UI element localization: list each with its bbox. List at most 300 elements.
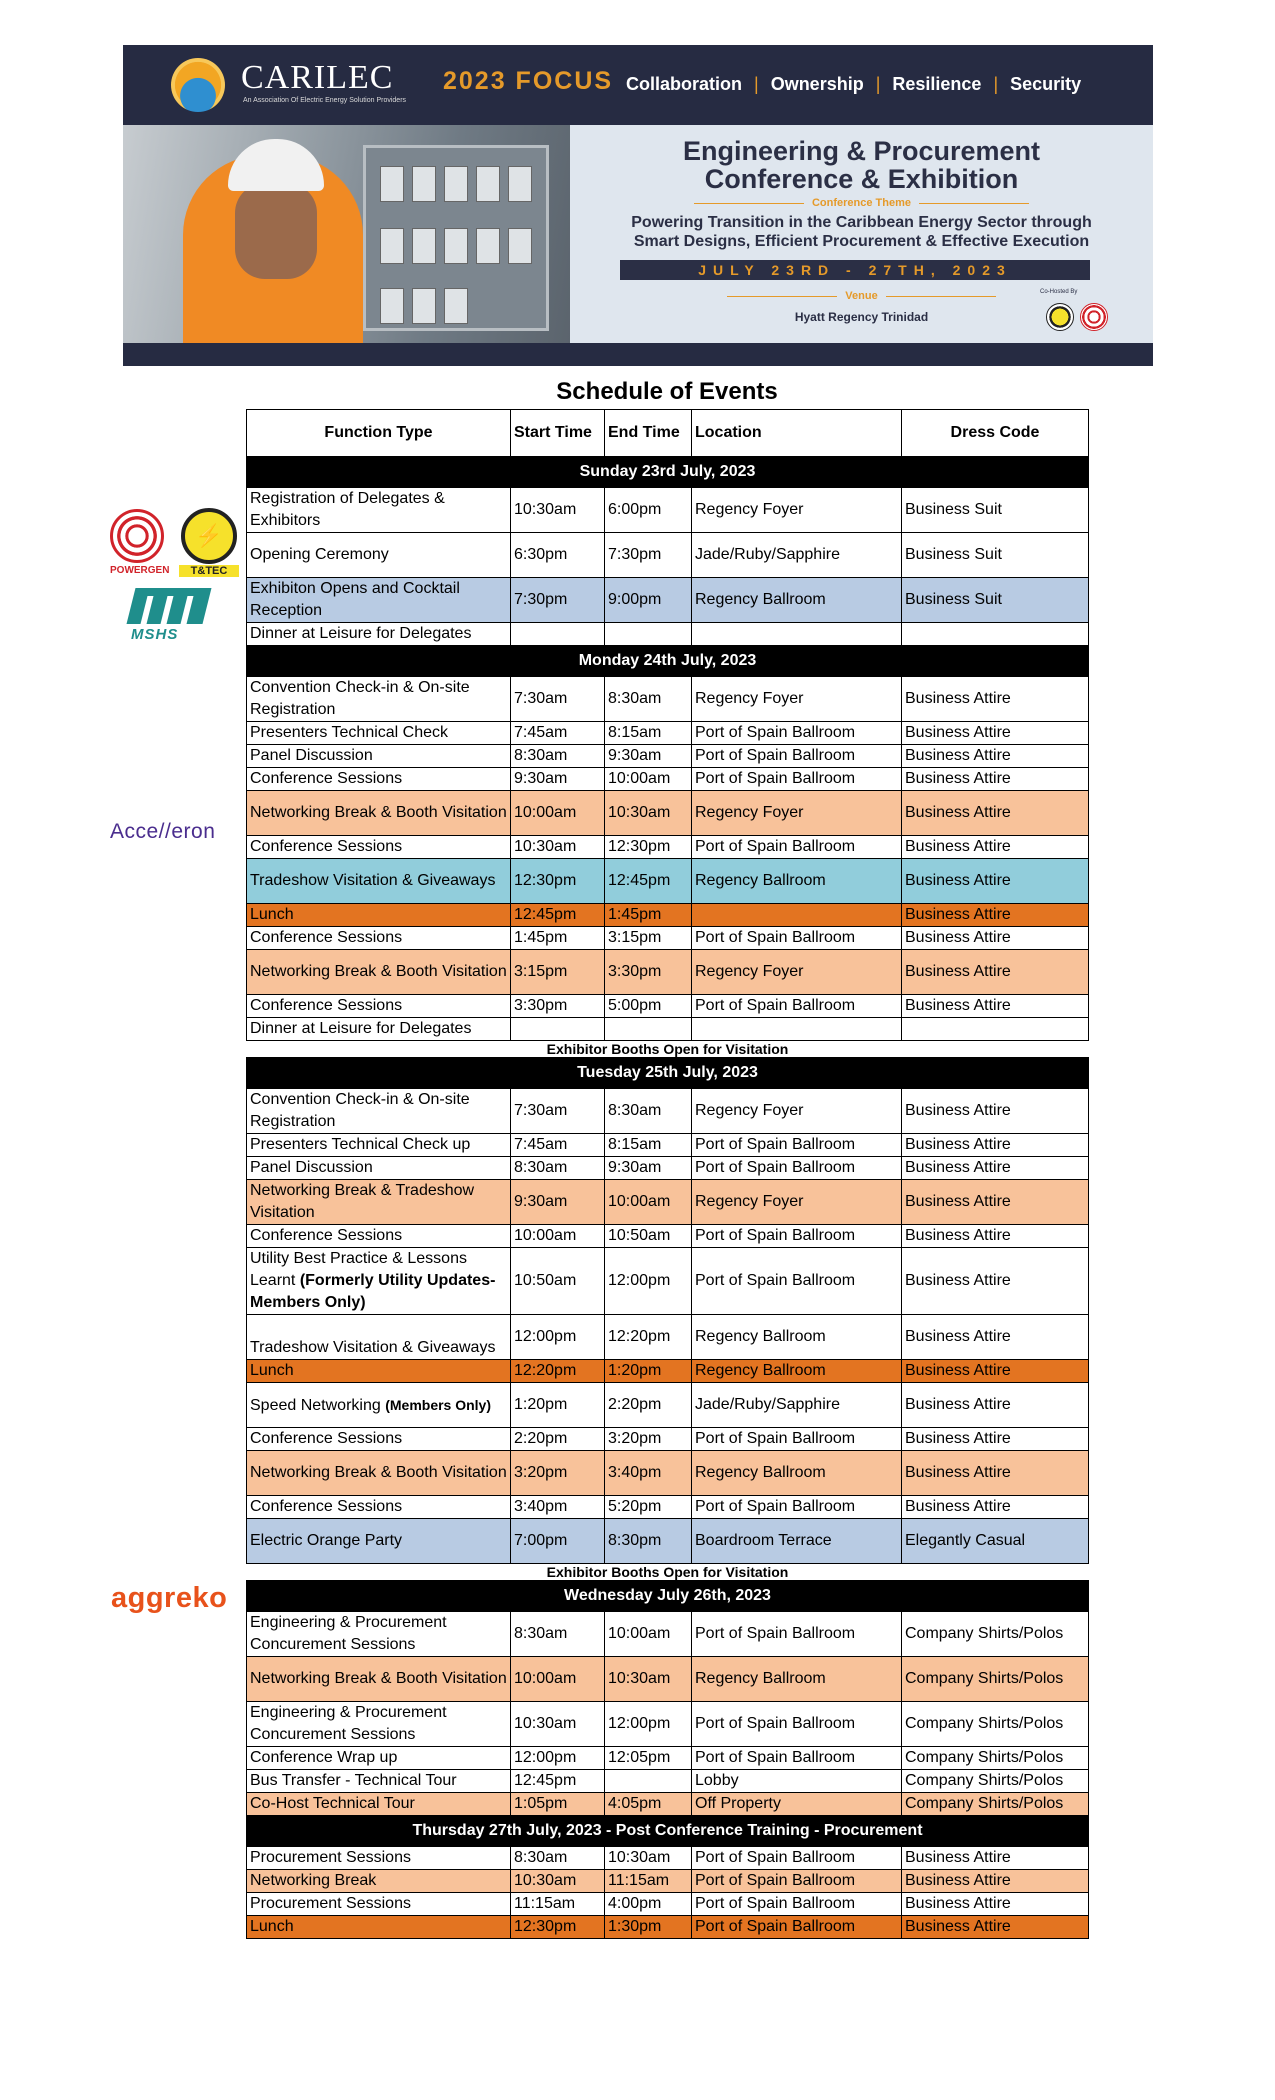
cell-location: Regency Foyer: [692, 488, 902, 533]
cell-dress: Company Shirts/Polos: [902, 1770, 1089, 1793]
booths-open-note: Exhibitor Booths Open for Visitation: [247, 1564, 1089, 1581]
brand-subtitle: An Association Of Electric Energy Solution Providers: [243, 97, 407, 104]
cell-function: Opening Ceremony: [247, 533, 511, 578]
cell-dress: Business Attire: [902, 836, 1089, 859]
cell-start: 12:30pm: [511, 859, 605, 904]
cell-dress: Business Attire: [902, 1893, 1089, 1916]
cell-dress: Business Attire: [902, 950, 1089, 995]
cell-location: Port of Spain Ballroom: [692, 1702, 902, 1747]
table-row: [247, 1519, 1089, 1564]
cell-location: Port of Spain Ballroom: [692, 836, 902, 859]
electrical-panel-image: [363, 145, 549, 331]
cell-end: 9:30am: [605, 1157, 692, 1180]
worker-face-image: [235, 183, 317, 279]
note-row: [247, 1041, 1089, 1058]
cell-start: [511, 623, 605, 646]
cell-location: Port of Spain Ballroom: [692, 1870, 902, 1893]
cell-dress: Business Attire: [902, 1870, 1089, 1893]
table-row: [247, 1157, 1089, 1180]
cell-location: Off Property: [692, 1793, 902, 1816]
cell-location: Jade/Ruby/Sapphire: [692, 533, 902, 578]
mshs-icon: [127, 588, 212, 624]
cell-end: 4:05pm: [605, 1793, 692, 1816]
venue-name: Hyatt Regency Trinidad: [794, 310, 929, 324]
table-row: [247, 1089, 1089, 1134]
cell-function: Bus Transfer - Technical Tour: [247, 1770, 511, 1793]
powergen-label: POWERGEN: [110, 565, 170, 576]
cell-start: 3:30pm: [511, 995, 605, 1018]
cell-start: 10:00am: [511, 791, 605, 836]
focus-label: 2023 FOCUS: [443, 67, 614, 95]
cell-dress: Business Attire: [902, 791, 1089, 836]
day-header-row: [247, 646, 1089, 677]
cell-start: 6:30pm: [511, 533, 605, 578]
cell-location: Port of Spain Ballroom: [692, 1916, 902, 1939]
cell-location: Regency Foyer: [692, 791, 902, 836]
cell-location: Jade/Ruby/Sapphire: [692, 1383, 902, 1428]
table-row: [247, 1248, 1089, 1315]
cell-end: [605, 1770, 692, 1793]
cell-location: Port of Spain Ballroom: [692, 1893, 902, 1916]
table-row: [247, 1383, 1089, 1428]
cell-end: 8:15am: [605, 1134, 692, 1157]
cell-start: 7:45am: [511, 1134, 605, 1157]
cell-location: Regency Foyer: [692, 1089, 902, 1134]
cell-dress: Company Shirts/Polos: [902, 1747, 1089, 1770]
cell-start: 12:45pm: [511, 1770, 605, 1793]
cell-start: 10:30am: [511, 1702, 605, 1747]
cell-location: [692, 904, 902, 927]
table-header-row: [247, 410, 1089, 457]
schedule-table: [246, 409, 1089, 1939]
table-row: [247, 488, 1089, 533]
table-row: [247, 1018, 1089, 1041]
cell-dress: Business Attire: [902, 1089, 1089, 1134]
table-row: [247, 1496, 1089, 1519]
booths-open-note: Exhibitor Booths Open for Visitation: [247, 1041, 1089, 1058]
table-row: [247, 1793, 1089, 1816]
table-row: [247, 1770, 1089, 1793]
cell-location: Port of Spain Ballroom: [692, 1747, 902, 1770]
cell-start: 7:30pm: [511, 578, 605, 623]
cell-function: Electric Orange Party: [247, 1519, 511, 1564]
table-row: [247, 768, 1089, 791]
cell-start: 8:30am: [511, 1612, 605, 1657]
cell-function: [247, 1383, 511, 1428]
table-row: [247, 836, 1089, 859]
table-row: [247, 578, 1089, 623]
event-info-panel: [570, 125, 1153, 343]
cell-location: Regency Foyer: [692, 677, 902, 722]
hard-hat-image: [228, 139, 324, 191]
table-row: [247, 995, 1089, 1018]
cell-start: 1:20pm: [511, 1383, 605, 1428]
table-row: [247, 1612, 1089, 1657]
cell-end: 8:30am: [605, 1089, 692, 1134]
cell-start: 3:40pm: [511, 1496, 605, 1519]
conference-theme-label: [570, 197, 1153, 209]
cell-end: [605, 623, 692, 646]
lightning-bolt-icon: ⚡: [181, 508, 237, 564]
ttec-label: T&TEC: [179, 565, 239, 577]
cell-start: 12:20pm: [511, 1360, 605, 1383]
cell-function: Networking Break & Booth Visitation: [247, 791, 511, 836]
table-row: [247, 1847, 1089, 1870]
cell-function: Exhibiton Opens and Cocktail Reception: [247, 578, 511, 623]
cell-dress: Elegantly Casual: [902, 1519, 1089, 1564]
cell-dress: Business Attire: [902, 677, 1089, 722]
cell-end: 3:20pm: [605, 1428, 692, 1451]
table-row: [247, 950, 1089, 995]
table-row: [247, 1180, 1089, 1225]
cell-function: Conference Sessions: [247, 1428, 511, 1451]
cell-dress: Business Attire: [902, 1315, 1089, 1360]
table-row: [247, 859, 1089, 904]
header-function-type: Function Type: [247, 410, 511, 457]
table-row: [247, 1315, 1089, 1360]
cell-function: Engineering & Procurement Concurement Sessions: [247, 1702, 511, 1747]
cell-location: Port of Spain Ballroom: [692, 1225, 902, 1248]
cell-dress: Business Attire: [902, 859, 1089, 904]
cell-dress: Business Attire: [902, 745, 1089, 768]
table-row: [247, 1702, 1089, 1747]
cell-start: 7:00pm: [511, 1519, 605, 1564]
cell-end: 2:20pm: [605, 1383, 692, 1428]
cell-location: Port of Spain Ballroom: [692, 722, 902, 745]
focus-theme: Collaboration: [626, 74, 742, 94]
cell-location: Port of Spain Ballroom: [692, 1157, 902, 1180]
powergen-icon: [110, 509, 164, 563]
cell-end: 12:00pm: [605, 1702, 692, 1747]
venue-label-text: Venue: [845, 290, 878, 302]
cell-start: 12:30pm: [511, 1916, 605, 1939]
cell-location: Port of Spain Ballroom: [692, 1134, 902, 1157]
engineer-photo: [123, 125, 570, 343]
cell-function: Networking Break & Tradeshow Visitation: [247, 1180, 511, 1225]
day-header-row: [247, 1058, 1089, 1089]
cell-start: 3:15pm: [511, 950, 605, 995]
cell-end: 12:20pm: [605, 1315, 692, 1360]
function-name: Utility Best Practice & Lessons Learnt: [250, 1250, 467, 1289]
table-row: [247, 533, 1089, 578]
cell-function: [247, 1248, 511, 1315]
focus-theme: Resilience: [892, 74, 982, 94]
table-row: [247, 904, 1089, 927]
cell-end: 4:00pm: [605, 1893, 692, 1916]
cell-location: Port of Spain Ballroom: [692, 1428, 902, 1451]
acceleron-logo: Acce//eron: [110, 820, 216, 843]
event-title-line1: Engineering & Procurement: [682, 136, 1041, 166]
cell-function: Convention Check-in & On-site Registration: [247, 1089, 511, 1134]
day-header-row: [247, 1581, 1089, 1612]
banner-bottom-strip: [123, 343, 1153, 366]
header-location: Location: [692, 410, 902, 457]
cell-end: 10:30am: [605, 1657, 692, 1702]
cell-end: 8:15am: [605, 722, 692, 745]
cell-end: 12:05pm: [605, 1747, 692, 1770]
cell-function: Engineering & Procurement Concurement Sessions: [247, 1612, 511, 1657]
aggreko-logo: aggreko: [111, 1582, 228, 1614]
event-dates: JULY 23RD - 27TH, 2023: [620, 260, 1090, 280]
cell-dress: Business Attire: [902, 1134, 1089, 1157]
table-row: [247, 623, 1089, 646]
day-header: Sunday 23rd July, 2023: [247, 457, 1089, 488]
cell-dress: Business Attire: [902, 1847, 1089, 1870]
schedule-title: Schedule of Events: [556, 378, 778, 405]
cell-location: Regency Ballroom: [692, 578, 902, 623]
cell-function: Dinner at Leisure for Delegates: [247, 1018, 511, 1041]
cell-location: Port of Spain Ballroom: [692, 1248, 902, 1315]
cell-dress: Business Attire: [902, 1428, 1089, 1451]
cell-end: 8:30am: [605, 677, 692, 722]
cell-dress: [902, 623, 1089, 646]
cell-end: 5:20pm: [605, 1496, 692, 1519]
cell-end: 9:30am: [605, 745, 692, 768]
powergen-cohost-icon: [1080, 303, 1108, 331]
cell-function: Networking Break & Booth Visitation: [247, 1451, 511, 1496]
cell-end: 8:30pm: [605, 1519, 692, 1564]
cell-end: 5:00pm: [605, 995, 692, 1018]
cell-start: 11:15am: [511, 1893, 605, 1916]
brand-name: CARILEC: [241, 59, 394, 96]
function-note: (Members Only): [385, 1396, 492, 1413]
conference-theme-line2: Smart Designs, Efficient Procurement & Effective Execution: [633, 233, 1090, 250]
mshs-logo: [127, 588, 209, 644]
mshs-label: MSHS: [131, 626, 179, 643]
cell-end: 10:50am: [605, 1225, 692, 1248]
cell-dress: Business Attire: [902, 768, 1089, 791]
carilec-logo-icon: [171, 58, 225, 112]
day-header: Tuesday 25th July, 2023: [247, 1058, 1089, 1089]
cell-end: 12:45pm: [605, 859, 692, 904]
cell-dress: Business Suit: [902, 488, 1089, 533]
table-row: [247, 1657, 1089, 1702]
day-header: Wednesday July 26th, 2023: [247, 1581, 1089, 1612]
table-row: [247, 1134, 1089, 1157]
table-row: [247, 745, 1089, 768]
cell-function: Networking Break: [247, 1870, 511, 1893]
cell-function: Procurement Sessions: [247, 1847, 511, 1870]
cell-dress: [902, 1018, 1089, 1041]
cell-function: Conference Sessions: [247, 836, 511, 859]
cell-function: Networking Break & Booth Visitation: [247, 950, 511, 995]
cell-end: 7:30pm: [605, 533, 692, 578]
cell-function: Tradeshow Visitation & Giveaways: [247, 859, 511, 904]
cell-start: 12:45pm: [511, 904, 605, 927]
cell-dress: Business Attire: [902, 1248, 1089, 1315]
cell-end: 1:45pm: [605, 904, 692, 927]
day-header: Thursday 27th July, 2023 - Post Conference Training - Procurement: [247, 1816, 1089, 1847]
cell-start: 10:50am: [511, 1248, 605, 1315]
banner-top-bar: [123, 45, 1153, 125]
cell-location: Port of Spain Ballroom: [692, 995, 902, 1018]
focus-themes: Collaboration | Ownership | Resilience | Security: [626, 74, 1082, 94]
function-note: (Formerly Utility Updates-Members Only): [250, 1272, 496, 1311]
cell-location: [692, 1018, 902, 1041]
cell-dress: Business Attire: [902, 927, 1089, 950]
cell-start: 9:30am: [511, 768, 605, 791]
cell-location: Regency Ballroom: [692, 1360, 902, 1383]
cell-function: Conference Sessions: [247, 1225, 511, 1248]
cell-start: 8:30am: [511, 1847, 605, 1870]
cell-start: 2:20pm: [511, 1428, 605, 1451]
cell-dress: Business Attire: [902, 1157, 1089, 1180]
cell-function: Lunch: [247, 904, 511, 927]
cell-dress: Business Attire: [902, 904, 1089, 927]
cell-location: Port of Spain Ballroom: [692, 768, 902, 791]
cell-end: 3:40pm: [605, 1451, 692, 1496]
cell-dress: Company Shirts/Polos: [902, 1793, 1089, 1816]
conference-theme-line1: Powering Transition in the Caribbean Energy Sector through: [631, 214, 1092, 231]
cell-function: Co-Host Technical Tour: [247, 1793, 511, 1816]
cell-end: 10:30am: [605, 791, 692, 836]
cell-location: Regency Ballroom: [692, 1451, 902, 1496]
cell-end: 10:00am: [605, 768, 692, 791]
cell-start: 12:00pm: [511, 1747, 605, 1770]
cell-end: 1:30pm: [605, 1916, 692, 1939]
cell-location: Port of Spain Ballroom: [692, 1847, 902, 1870]
day-header-row: [247, 457, 1089, 488]
cell-start: 10:30am: [511, 488, 605, 533]
conference-theme: [570, 213, 1153, 251]
event-banner: [123, 45, 1153, 366]
header-dress-code: Dress Code: [902, 410, 1089, 457]
cell-start: 9:30am: [511, 1180, 605, 1225]
table-row: [247, 1451, 1089, 1496]
cell-end: 3:15pm: [605, 927, 692, 950]
cell-dress: Business Suit: [902, 533, 1089, 578]
cell-function: Conference Sessions: [247, 927, 511, 950]
cell-dress: Business Attire: [902, 995, 1089, 1018]
cell-function: Presenters Technical Check up: [247, 1134, 511, 1157]
cell-location: Port of Spain Ballroom: [692, 745, 902, 768]
cell-dress: Business Attire: [902, 722, 1089, 745]
cell-dress: Business Attire: [902, 1180, 1089, 1225]
table-row: [247, 791, 1089, 836]
focus-theme: Security: [1010, 74, 1082, 94]
cell-location: Regency Ballroom: [692, 859, 902, 904]
cell-function: Networking Break & Booth Visitation: [247, 1657, 511, 1702]
cell-dress: Business Attire: [902, 1451, 1089, 1496]
powergen-logo: [110, 509, 170, 576]
cell-dress: Business Attire: [902, 1225, 1089, 1248]
ttec-logo: [179, 508, 239, 584]
cohosted-label: Co-Hosted By: [1040, 289, 1078, 295]
focus-theme: Ownership: [770, 74, 864, 94]
cell-function: Lunch: [247, 1360, 511, 1383]
cell-function: Procurement Sessions: [247, 1893, 511, 1916]
cell-end: 11:15am: [605, 1870, 692, 1893]
cell-start: 1:45pm: [511, 927, 605, 950]
ttec-cohost-icon: [1046, 303, 1074, 331]
note-row: [247, 1564, 1089, 1581]
cell-end: 12:00pm: [605, 1248, 692, 1315]
cell-function: Lunch: [247, 1916, 511, 1939]
cell-function: Conference Wrap up: [247, 1747, 511, 1770]
cell-start: 10:30am: [511, 836, 605, 859]
cell-location: Boardroom Terrace: [692, 1519, 902, 1564]
cell-start: 7:45am: [511, 722, 605, 745]
cell-location: Regency Foyer: [692, 1180, 902, 1225]
cell-end: 1:20pm: [605, 1360, 692, 1383]
cell-end: 6:00pm: [605, 488, 692, 533]
cell-start: 10:30am: [511, 1870, 605, 1893]
event-title-line2: Conference & Exhibition: [704, 164, 1019, 194]
table-row: [247, 1916, 1089, 1939]
cell-dress: Company Shirts/Polos: [902, 1657, 1089, 1702]
cell-end: 3:30pm: [605, 950, 692, 995]
cell-function: Convention Check-in & On-site Registration: [247, 677, 511, 722]
cell-location: Port of Spain Ballroom: [692, 927, 902, 950]
cell-function: Panel Discussion: [247, 745, 511, 768]
cell-end: 12:30pm: [605, 836, 692, 859]
cell-start: 10:00am: [511, 1657, 605, 1702]
cell-function: Panel Discussion: [247, 1157, 511, 1180]
day-header: Monday 24th July, 2023: [247, 646, 1089, 677]
cell-function: Conference Sessions: [247, 768, 511, 791]
cell-location: Lobby: [692, 1770, 902, 1793]
cell-location: Regency Foyer: [692, 950, 902, 995]
cell-dress: Business Attire: [902, 1496, 1089, 1519]
table-row: [247, 1360, 1089, 1383]
cell-dress: Business Attire: [902, 1916, 1089, 1939]
cell-end: 9:00pm: [605, 578, 692, 623]
cell-location: [692, 623, 902, 646]
cell-function: Tradeshow Visitation & Giveaways: [247, 1315, 511, 1360]
cell-end: 10:30am: [605, 1847, 692, 1870]
cell-start: 7:30am: [511, 677, 605, 722]
table-row: [247, 927, 1089, 950]
table-row: [247, 1870, 1089, 1893]
header-start-time: Start Time: [511, 410, 605, 457]
cell-start: [511, 1018, 605, 1041]
cell-start: 8:30am: [511, 1157, 605, 1180]
table-row: [247, 1225, 1089, 1248]
cell-start: 10:00am: [511, 1225, 605, 1248]
cell-function: Dinner at Leisure for Delegates: [247, 623, 511, 646]
day-header-row: [247, 1816, 1089, 1847]
cell-end: 10:00am: [605, 1180, 692, 1225]
cell-location: Regency Ballroom: [692, 1657, 902, 1702]
cell-dress: Company Shirts/Polos: [902, 1612, 1089, 1657]
cell-dress: Business Attire: [902, 1360, 1089, 1383]
cell-function: Conference Sessions: [247, 995, 511, 1018]
cell-start: 1:05pm: [511, 1793, 605, 1816]
table-row: [247, 1893, 1089, 1916]
table-row: [247, 1428, 1089, 1451]
cell-function: Presenters Technical Check: [247, 722, 511, 745]
table-row: [247, 722, 1089, 745]
event-title: [570, 137, 1153, 193]
table-row: [247, 1747, 1089, 1770]
function-name: Speed Networking: [250, 1396, 381, 1414]
cell-dress: Business Attire: [902, 1383, 1089, 1428]
cell-location: Regency Ballroom: [692, 1315, 902, 1360]
cell-dress: Business Suit: [902, 578, 1089, 623]
cell-end: 10:00am: [605, 1612, 692, 1657]
cell-end: [605, 1018, 692, 1041]
cell-function: Conference Sessions: [247, 1496, 511, 1519]
cell-dress: Company Shirts/Polos: [902, 1702, 1089, 1747]
conference-theme-label-text: Conference Theme: [811, 197, 912, 209]
cell-location: Port of Spain Ballroom: [692, 1612, 902, 1657]
cell-start: 3:20pm: [511, 1451, 605, 1496]
table-row: [247, 677, 1089, 722]
cell-function: Registration of Delegates & Exhibitors: [247, 488, 511, 533]
cell-start: 8:30am: [511, 745, 605, 768]
cell-start: 12:00pm: [511, 1315, 605, 1360]
cell-location: Port of Spain Ballroom: [692, 1496, 902, 1519]
